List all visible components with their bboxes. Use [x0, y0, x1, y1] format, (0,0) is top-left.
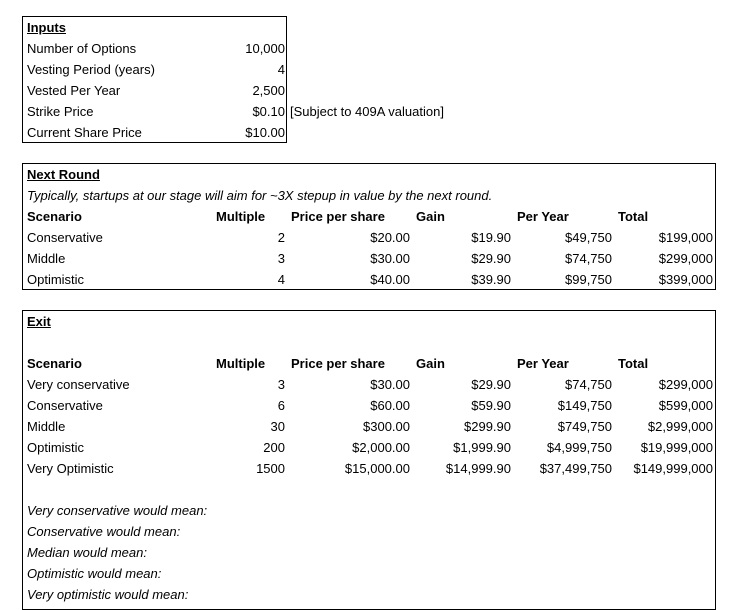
input-label[interactable]: Number of Options — [27, 41, 137, 56]
input-value[interactable]: 10,000 — [245, 41, 285, 56]
cell-per-year[interactable]: $49,750 — [565, 230, 612, 245]
input-label[interactable]: Strike Price — [27, 104, 94, 119]
note-row — [23, 500, 715, 521]
input-row — [23, 122, 286, 143]
input-value[interactable]: $0.10 — [252, 104, 285, 119]
column-header-scenario[interactable]: Scenario — [27, 356, 82, 371]
table-row — [23, 395, 715, 416]
cell-gain[interactable]: $14,999.90 — [445, 461, 511, 476]
cell-total[interactable]: $2,999,000 — [647, 419, 713, 434]
table-row — [23, 437, 715, 458]
next-round-subtitle-row — [23, 185, 715, 206]
cell-scenario[interactable]: Optimistic — [27, 440, 85, 455]
cell-scenario[interactable]: Very Optimistic — [27, 461, 114, 476]
cell-price-per-share[interactable]: $15,000.00 — [344, 461, 410, 476]
header-row — [23, 206, 715, 227]
cell-price-per-share[interactable]: $30.00 — [370, 251, 410, 266]
cell-price-per-share[interactable]: $40.00 — [370, 272, 410, 287]
input-label[interactable]: Vested Per Year — [27, 83, 121, 98]
table-row — [23, 227, 715, 248]
note-row — [23, 521, 715, 542]
cell-price-per-share[interactable]: $2,000.00 — [352, 440, 410, 455]
scenario-note[interactable]: Median would mean: — [27, 545, 147, 560]
cell-price-per-share[interactable]: $30.00 — [370, 377, 410, 392]
next-round-subtitle[interactable]: Typically, startups at our stage will aim for ~3X stepup in value by the next round. — [27, 188, 493, 203]
column-header-total[interactable]: Total — [618, 356, 649, 371]
cell-total[interactable]: $399,000 — [658, 272, 713, 287]
cell-multiple[interactable]: 30 — [270, 419, 285, 434]
table-row — [23, 374, 715, 395]
inputs-section — [22, 16, 287, 143]
cell-gain[interactable]: $19.90 — [471, 230, 511, 245]
cell-per-year[interactable]: $749,750 — [557, 419, 612, 434]
scenario-note[interactable]: Very conservative would mean: — [27, 503, 208, 518]
cell-price-per-share[interactable]: $60.00 — [370, 398, 410, 413]
note-row — [23, 563, 715, 584]
cell-per-year[interactable]: $74,750 — [565, 377, 612, 392]
column-header-scenario[interactable]: Scenario — [27, 209, 82, 224]
exit-title-row — [23, 311, 715, 332]
cell-multiple[interactable]: 3 — [277, 377, 285, 392]
cell-scenario[interactable]: Very conservative — [27, 377, 130, 392]
next-round-title-row — [23, 164, 715, 185]
scenario-note[interactable]: Conservative would mean: — [27, 524, 181, 539]
input-row — [23, 38, 286, 59]
cell-per-year[interactable]: $74,750 — [565, 251, 612, 266]
inputs-title-row — [23, 17, 286, 38]
cell-price-per-share[interactable]: $300.00 — [363, 419, 410, 434]
cell-multiple[interactable]: 1500 — [256, 461, 285, 476]
exit-section — [22, 310, 716, 610]
scenario-note[interactable]: Optimistic would mean: — [27, 566, 162, 581]
scenario-note[interactable]: Very optimistic would mean: — [27, 587, 189, 602]
column-header-multiple[interactable]: Multiple — [216, 209, 266, 224]
cell-scenario[interactable]: Conservative — [27, 230, 103, 245]
input-row — [23, 101, 286, 122]
note-row — [23, 584, 715, 605]
cell-total[interactable]: $299,000 — [658, 377, 713, 392]
next-round-title[interactable]: Next Round — [27, 167, 100, 182]
column-header-gain[interactable]: Gain — [416, 356, 445, 371]
cell-scenario[interactable]: Middle — [27, 419, 66, 434]
header-row — [23, 353, 715, 374]
column-header-per-year[interactable]: Per Year — [517, 209, 569, 224]
table-row — [23, 458, 715, 479]
table-row — [23, 269, 715, 290]
input-row — [23, 59, 286, 80]
cell-price-per-share[interactable]: $20.00 — [370, 230, 410, 245]
cell-gain[interactable]: $1,999.90 — [453, 440, 511, 455]
note-row — [23, 542, 715, 563]
input-value[interactable]: 4 — [277, 62, 285, 77]
input-value[interactable]: 2,500 — [252, 83, 285, 98]
cell-scenario[interactable]: Optimistic — [27, 272, 85, 287]
strike-price-note-text: [Subject to 409A valuation] — [290, 104, 444, 119]
cell-multiple[interactable]: 200 — [263, 440, 285, 455]
inputs-title[interactable]: Inputs — [27, 20, 66, 35]
next-round-section — [22, 163, 716, 290]
cell-multiple[interactable]: 4 — [277, 272, 285, 287]
cell-gain[interactable]: $299.90 — [464, 419, 511, 434]
column-header-total[interactable]: Total — [618, 209, 649, 224]
cell-gain[interactable]: $59.90 — [471, 398, 511, 413]
input-label[interactable]: Vesting Period (years) — [27, 62, 155, 77]
input-label[interactable]: Current Share Price — [27, 125, 142, 140]
cell-per-year[interactable]: $99,750 — [565, 272, 612, 287]
cell-multiple[interactable]: 6 — [277, 398, 285, 413]
table-row — [23, 248, 715, 269]
cell-gain[interactable]: $39.90 — [471, 272, 511, 287]
table-row — [23, 416, 715, 437]
cell-multiple[interactable]: 2 — [277, 230, 285, 245]
cell-total[interactable]: $149,999,000 — [633, 461, 713, 476]
exit-title[interactable]: Exit — [27, 314, 51, 329]
column-header-price-per-share[interactable]: Price per share — [291, 209, 385, 224]
cell-total[interactable]: $599,000 — [658, 398, 713, 413]
cell-scenario[interactable]: Middle — [27, 251, 66, 266]
cell-per-year[interactable]: $4,999,750 — [546, 440, 612, 455]
cell-per-year[interactable]: $37,499,750 — [539, 461, 612, 476]
input-value[interactable]: $10.00 — [245, 125, 285, 140]
column-header-per-year[interactable]: Per Year — [517, 356, 569, 371]
cell-gain[interactable]: $29.90 — [471, 251, 511, 266]
cell-total[interactable]: $19,999,000 — [640, 440, 713, 455]
cell-scenario[interactable]: Conservative — [27, 398, 103, 413]
cell-gain[interactable]: $29.90 — [471, 377, 511, 392]
input-row — [23, 80, 286, 101]
cell-multiple[interactable]: 3 — [277, 251, 285, 266]
column-header-price-per-share[interactable]: Price per share — [291, 356, 385, 371]
column-header-gain[interactable]: Gain — [416, 209, 445, 224]
cell-total[interactable]: $299,000 — [658, 251, 713, 266]
column-header-multiple[interactable]: Multiple — [216, 356, 266, 371]
cell-per-year[interactable]: $149,750 — [557, 398, 612, 413]
cell-total[interactable]: $199,000 — [658, 230, 713, 245]
